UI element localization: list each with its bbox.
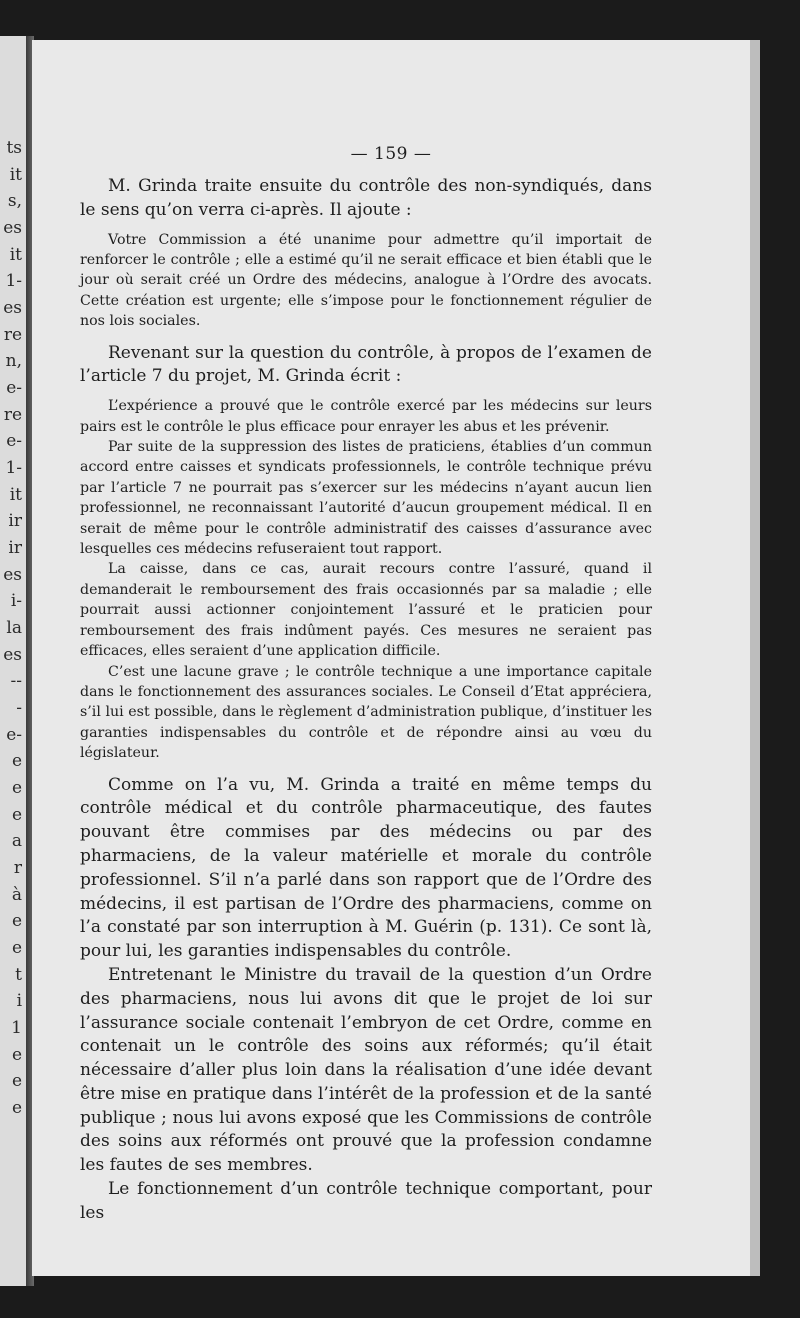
adjacent-page-text-fragment: e- <box>6 431 22 451</box>
adjacent-page-text-fragment: i- <box>10 591 22 611</box>
adjacent-page-text-fragment: 1- <box>5 458 22 478</box>
adjacent-page-text-fragment: - <box>16 698 22 718</box>
adjacent-page-text-fragment: e- <box>6 378 22 398</box>
adjacent-page-text-fragment: es <box>3 298 22 318</box>
adjacent-page-text-fragment: i <box>16 991 22 1011</box>
adjacent-page-text-fragment: ir <box>8 538 22 558</box>
adjacent-page-text-fragment: n, <box>5 351 22 371</box>
quoted-paragraph: La caisse, dans ce cas, aurait recours contre l’assuré, quand il demanderait le remboursement des frais occasionnés par sa maladie ; elle pourrait aussi actionner conjointement l’assuré et le praticien pour remboursement des frais indûment payés. Ces mesures ne seraient pas efficaces, elles seraient d’une application difficile. <box>80 561 652 660</box>
adjacent-page-text-fragment: e <box>11 805 22 825</box>
adjacent-page-text-fragment: la <box>6 618 22 638</box>
paragraph: Entretenant le Ministre du travail de la question d’un Ordre des pharmaciens, nous lui avons dit que le projet de loi sur l’assurance sociale contenait l’embryon de cet Ordre, comme en contenait un le contrôle des soins aux réformés; qu’il était nécessaire d’aller plus loin dans la réalisation d’une idée devant être mise en pratique dans l’intérêt de la profession et de la santé publique ; nous lui avons exposé que les Commissions de contrôle des soins aux réformés ont prouvé que la profession condamne les fautes de ses membres. <box>80 964 652 1176</box>
quoted-paragraph: C’est une lacune grave ; le contrôle technique a une importance capitale dans le fonctionnement des assurances sociales. Le Conseil d’Etat appréciera, s’il lui est possible, dans le règlement d’administration publique, d’instituer les garanties indispensables du contrôle et de répondre ainsi au vœu du législateur. <box>80 663 652 762</box>
adjacent-page-text-fragment: e <box>11 1098 22 1118</box>
paragraph: M. Grinda traite ensuite du contrôle des non-syndiqués, dans le sens qu’on verra ci-après. Il ajoute : <box>80 176 652 220</box>
adjacent-page-text-fragment: e <box>11 938 22 958</box>
adjacent-page-text-fragment: es <box>3 565 22 585</box>
adjacent-page-text-fragment: re <box>3 405 22 425</box>
adjacent-page-edge <box>0 36 26 1286</box>
adjacent-page-text-fragment: re <box>3 325 22 345</box>
adjacent-page-text-fragment: -- <box>10 671 22 691</box>
paragraph: Revenant sur la question du contrôle, à propos de l’examen de l’article 7 du projet, M. Grinda écrit : <box>80 342 652 387</box>
adjacent-page-text-fragment: a <box>11 831 22 851</box>
adjacent-page-text-fragment: e <box>11 751 22 771</box>
adjacent-page-text-fragment: es <box>3 645 22 665</box>
adjacent-page-text-fragment: it <box>9 245 22 265</box>
adjacent-page-text-fragment: s, <box>7 191 22 211</box>
adjacent-page-text-fragment: it <box>9 485 22 505</box>
adjacent-page-text-fragment: à <box>11 885 22 905</box>
adjacent-page-text-fragment: 1 <box>11 1018 22 1038</box>
adjacent-page-text-fragment: r <box>13 858 22 878</box>
adjacent-page-text-fragment: 1- <box>5 271 22 291</box>
adjacent-page-text-fragment: e <box>11 1071 22 1091</box>
adjacent-page-text-fragment: es <box>3 218 22 238</box>
paragraph: Le fonctionnement d’un contrôle technique comportant, pour les <box>80 1179 652 1223</box>
adjacent-page-text-fragment: ir <box>8 511 22 531</box>
page-number: — 159 — <box>350 144 432 164</box>
quoted-paragraph: Votre Commission a été unanime pour admettre qu’il importait de renforcer le contrôle ; elle a estimé qu’il ne serait efficace et bien établi que le jour où serait créé un Ordre des médecins, analogue à l’Ordre des avocats. Cette création est urgente; elle s’impose pour le fonctionnement régulier de nos lois sociales. <box>80 231 652 330</box>
quoted-paragraph: L’expérience a prouvé que le contrôle exercé par les médecins sur leurs pairs est le contrôle le plus efficace pour enrayer les abus et les prévenir. <box>80 398 652 435</box>
quoted-paragraph: Par suite de la suppression des listes de praticiens, établies d’un commun accord entre caisses et syndicats professionnels, le contrôle technique prévu par l’article 7 ne pourrait pas s’exercer sur les médecins n’ayant aucun lien professionnel, ne reconnaissant l’autorité d’aucun groupement médical. Il en serait de même pour le contrôle administratif des caisses d’assurance avec lesquelles ces médecins refuseraient tout rapport. <box>80 439 652 558</box>
page-edge <box>750 40 760 1276</box>
adjacent-page-text-fragment: it <box>9 165 22 185</box>
adjacent-page-text-fragment: e <box>11 1045 22 1065</box>
paragraph: Comme on l’a vu, M. Grinda a traité en même temps du contrôle médical et du contrôle pharmaceutique, des fautes pouvant être commises par des médecins ou par des pharmaciens, de la valeur matérielle et morale du contrôle professionnel. S’il n’a parlé dans son rapport que de l’Ordre des médecins, il est partisan de l’Ordre des pharmaciens, comme on l’a constaté par son interruption à M. Guérin (p. 131). Ce sont là, pour lui, les garanties indispensables du contrôle. <box>80 774 652 962</box>
adjacent-page-text-fragment: e <box>11 911 22 931</box>
adjacent-page-text-fragment: e- <box>6 725 22 745</box>
adjacent-page-text-fragment: t <box>15 965 22 985</box>
adjacent-page-text-fragment: e <box>11 778 22 798</box>
adjacent-page-text-fragment: ts <box>6 138 22 158</box>
page-text <box>80 175 652 1226</box>
book-page <box>32 40 750 1276</box>
